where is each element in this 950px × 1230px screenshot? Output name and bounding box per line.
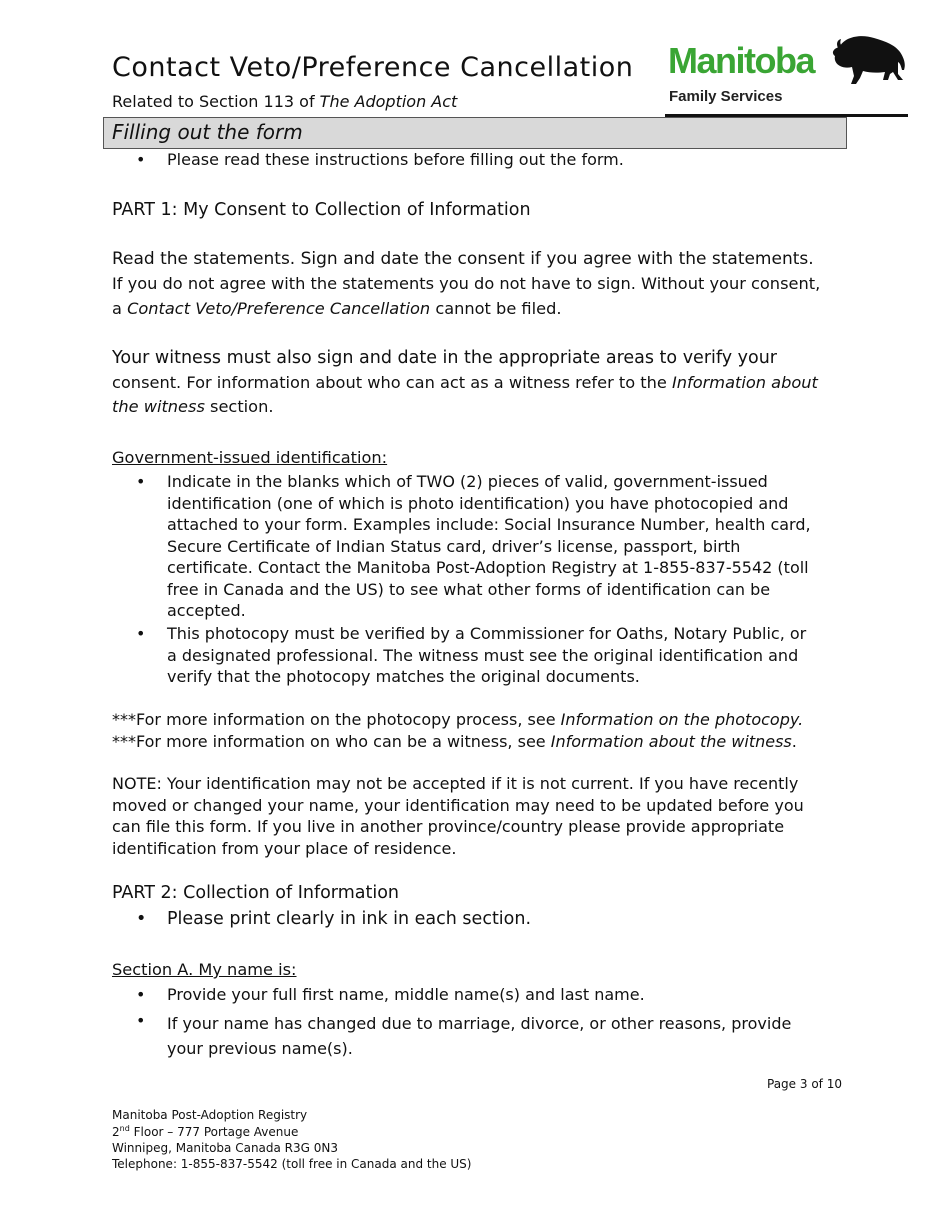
bullet-line: certificate. Contact the Manitoba Post-Adoption Registry at 1-855-837-5542 (toll: [167, 558, 809, 577]
logo-wordmark: Manitoba: [668, 40, 814, 81]
section-heading-text: Filling out the form: [112, 120, 303, 144]
note-line: moved or changed your name, your identification may need to be updated before you: [112, 795, 804, 815]
bullet-line: If your name has changed due to marriage, divorce, or other reasons, provide: [167, 1014, 792, 1033]
witness-reference-emphasis: Information about the witness: [550, 732, 792, 751]
text-run: cannot be filed.: [430, 299, 562, 318]
section-a-bullet-1-text: Provide your full first name, middle name(s) and last name.: [167, 985, 645, 1004]
bullet-marker: •: [136, 1011, 146, 1030]
manitoba-logo: [666, 34, 910, 108]
part1-heading: PART 1: My Consent to Collection of Information: [112, 200, 531, 220]
text-run: .: [791, 732, 797, 751]
bullet-marker: •: [136, 624, 146, 643]
subtitle-prefix: Related to Section 113 of: [112, 92, 320, 111]
photocopy-note: [112, 708, 803, 733]
form-subtitle: [112, 92, 457, 111]
photocopy-reference-emphasis: Information on the photocopy.: [560, 710, 804, 729]
section-heading-bar: [103, 117, 847, 149]
part1-p2-line1: Your witness must also sign and date in the appropriate areas to verify your: [112, 348, 777, 368]
bison-icon: [832, 34, 908, 86]
subtitle-act: The Adoption Act: [319, 92, 458, 111]
ordinal-suffix: nd: [119, 1124, 130, 1133]
part2-heading: PART 2: Collection of Information: [112, 883, 399, 903]
bullet-line: identification (one of which is photo identification) you have photocopied and: [167, 493, 789, 513]
page-number: Page 3 of 10: [767, 1077, 842, 1091]
bullet-marker: •: [136, 985, 146, 1004]
note-line: NOTE: Your identification may not be accepted if it is not current. If you have recently: [112, 774, 799, 793]
text-run: ***For more information on the photocopy process, see: [112, 710, 561, 729]
part1-p1-line2: If you do not agree with the statements you do not have to sign. Without your consent,: [112, 274, 821, 293]
bullet-line: free in Canada and the US) to see what other forms of identification can be: [167, 579, 771, 599]
section-a-heading: Section A. My name is:: [112, 960, 297, 979]
gov-id-heading: Government-issued identification:: [112, 448, 388, 467]
note-line: can file this form. If you live in another province/country please provide appropriate: [112, 817, 785, 836]
bullet-line: This photocopy must be verified by a Commissioner for Oaths, Notary Public, or: [167, 624, 807, 643]
text-run: 2: [112, 1125, 120, 1139]
text-run: a: [112, 299, 128, 318]
intro-bullet-text: Please read these instructions before filling out the form.: [167, 150, 624, 169]
footer-line-3: Winnipeg, Manitoba Canada R3G 0N3: [112, 1141, 339, 1155]
part2-bullet-text: Please print clearly in ink in each section.: [167, 909, 532, 929]
bullet-line: attached to your form. Examples include: Social Insurance Number, health card,: [167, 515, 811, 534]
part1-p2-line2: [112, 371, 818, 396]
gov-id-bullet-2-text: [167, 624, 806, 689]
bullet-marker: •: [136, 150, 146, 169]
footer-line-1: Manitoba Post-Adoption Registry: [112, 1108, 308, 1122]
text-run: Floor – 777 Portage Avenue: [129, 1125, 299, 1139]
part1-p1-line1: Read the statements. Sign and date the consent if you agree with the statements.: [112, 249, 814, 269]
bullet-line: Indicate in the blanks which of TWO (2) pieces of valid, government-issued: [167, 472, 768, 491]
form-name-emphasis: Contact Veto/Preference Cancellation: [127, 299, 431, 318]
bullet-line: verify that the photocopy matches the original documents.: [167, 667, 640, 686]
part1-p1-line3: [112, 297, 562, 322]
bullet-marker: •: [136, 472, 146, 491]
witness-reference-emphasis: Information about: [672, 373, 818, 392]
form-title: Contact Veto/Preference Cancellation: [112, 52, 634, 83]
logo-department: Family Services: [669, 88, 783, 105]
footer-line-4: Telephone: 1-855-837-5542 (toll free in Canada and the US): [112, 1157, 472, 1171]
note-line: identification from your place of residence.: [112, 838, 457, 858]
text-run: ***For more information on who can be a witness, see: [112, 732, 551, 751]
footer-line-2: [112, 1124, 298, 1139]
text-run: consent. For information about who can act as a witness refer to the: [112, 373, 673, 392]
bullet-line: Secure Certificate of Indian Status card, driver’s license, passport, birth: [167, 536, 741, 556]
section-a-bullet-2-text: [167, 1011, 791, 1061]
bullet-line: accepted.: [167, 601, 246, 620]
bullet-line: your previous name(s).: [167, 1039, 353, 1058]
id-note-block: [112, 773, 804, 859]
bullet-marker: •: [136, 909, 147, 929]
witness-reference-emphasis: the witness: [112, 397, 205, 416]
gov-id-bullet-1-text: [167, 472, 811, 623]
bullet-line: a designated professional. The witness must see the original identification and: [167, 645, 799, 665]
text-run: section.: [204, 397, 274, 416]
part1-p2-line3: [112, 395, 273, 420]
witness-note: [112, 730, 797, 755]
